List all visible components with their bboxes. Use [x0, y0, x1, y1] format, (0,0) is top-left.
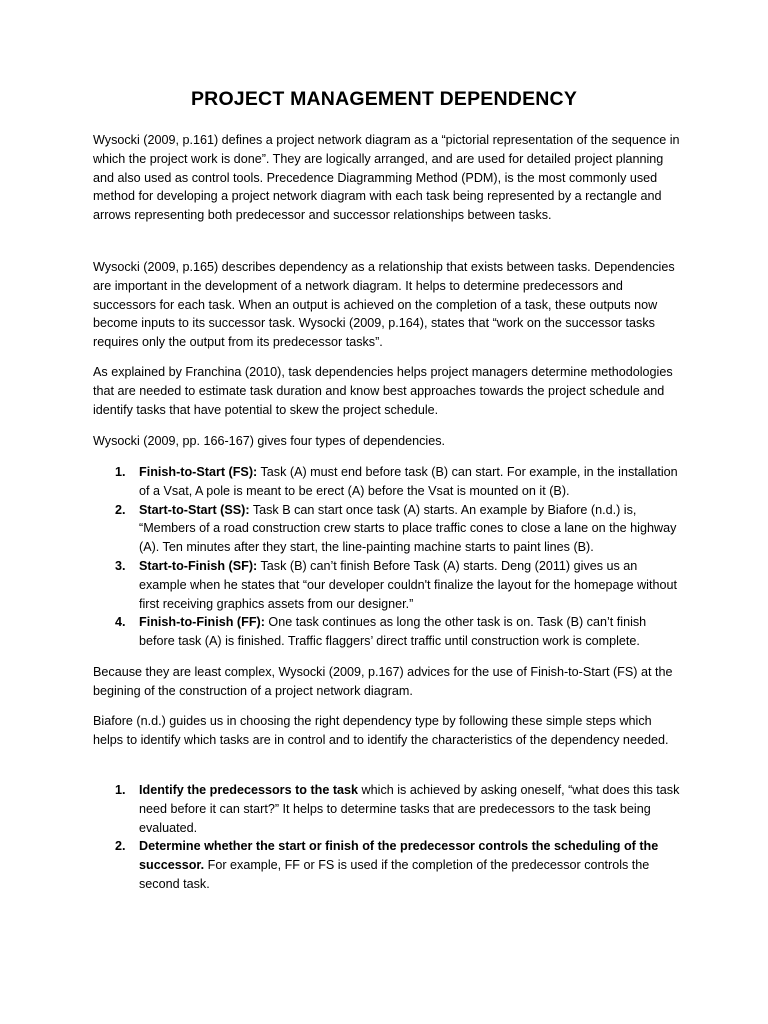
- list-item: [93, 501, 683, 557]
- paragraph-finish-to-start-advice: Because they are least complex, Wysocki (2009, p.167) advices for the use of Finish-to-Start (FS) at the begining of the construction of a project network diagram.: [93, 665, 673, 698]
- list-item: [93, 463, 683, 501]
- paragraph-dependency-definition: Wysocki (2009, p.165) describes dependency as a relationship that exists between tasks. Dependencies are important in the development of a network diagram. It helps to determine predecessors and successors for each task. When an output is achieved on the completion of a task, these outputs now become inputs to its successor task. Wysocki (2009, p.164), states that “work on the successor tasks requires only the output from its predecessor tasks”.: [93, 260, 675, 350]
- paragraph-four-types: Wysocki (2009, pp. 166-167) gives four types of dependencies.: [93, 434, 446, 448]
- list-number: 1.: [115, 783, 126, 797]
- list-number: 1.: [115, 465, 126, 479]
- list-number: 4.: [115, 615, 126, 630]
- dependency-description: Task B can start once task (A) starts. An example by Biafore (n.d.) is, “Members of a road construction crew starts to place traffic cones to close a lane on the highway (A). Ten minutes after they start, the line-painting machine starts to paint lines (B).: [139, 502, 677, 555]
- dependency-description: One task continues as long the other task is on. Task (B) can’t finish before task (A) is finished. Traffic flaggers’ direct traffic until construction work is complete.: [139, 615, 647, 649]
- dependency-term: Start-to-Start (SS):: [139, 502, 250, 517]
- step-description: which is achieved by asking oneself, “what does this task need before it can start?” It helps to determine tasks that are predecessors to the task being evaluated.: [139, 783, 680, 835]
- step-heading: Determine whether the start or finish of the predecessor controls the scheduling of the successor.: [139, 839, 659, 873]
- page-title: PROJECT MANAGEMENT DEPENDENCY: [190, 88, 578, 110]
- steps-list: [93, 781, 683, 894]
- list-item: [93, 781, 683, 837]
- list-number: 2.: [115, 502, 126, 517]
- dependency-types-list: [93, 463, 683, 651]
- dependency-term: Finish-to-Finish (FF):: [139, 615, 265, 630]
- step-description: For example, FF or FS is used if the completion of the predecessor controls the second task.: [139, 858, 650, 891]
- paragraph-franchina: As explained by Franchina (2010), task dependencies helps project managers determine methodologies that are needed to estimate task duration and know best approaches towards the project schedule and identify tasks that have potential to skew the project schedule.: [93, 365, 673, 417]
- paragraph-biafore-steps: Biafore (n.d.) guides us in choosing the right dependency type by following these simple steps which helps to identify which tasks are in control and to identify the characteristics of the dependency needed.: [93, 714, 669, 747]
- dependency-term: Finish-to-Start (FS):: [139, 465, 258, 479]
- dependency-description: Task (A) must end before task (B) can start. For example, in the installation of a Vsat, A pole is meant to be erect (A) before the Vsat is mounted on it (B).: [139, 465, 678, 498]
- paragraph-network-diagram: Wysocki (2009, p.161) defines a project network diagram as a “pictorial representation of the sequence in which the project work is done”. They are logically arranged, and are used for detailed project planning and also used as control tools. Precedence Diagramming Method (PDM), is the most commonly used method for developing a project network diagram with each task being represented by a rectangle and arrows representing both predecessor and successor relationships between tasks.: [93, 133, 680, 223]
- list-number: 2.: [115, 839, 126, 854]
- list-item: [93, 557, 683, 613]
- step-heading: Identify the predecessors to the task: [139, 783, 359, 797]
- dependency-term: Start-to-Finish (SF):: [139, 558, 258, 573]
- list-item: [93, 837, 683, 893]
- list-item: [93, 613, 683, 651]
- list-number: 3.: [115, 558, 126, 573]
- dependency-description: Task (B) can’t finish Before Task (A) starts. Deng (2011) gives us an example when he states that “our developer couldn't finalize the layout for the homepage without first receiving graphics assets from our designer.”: [139, 558, 677, 611]
